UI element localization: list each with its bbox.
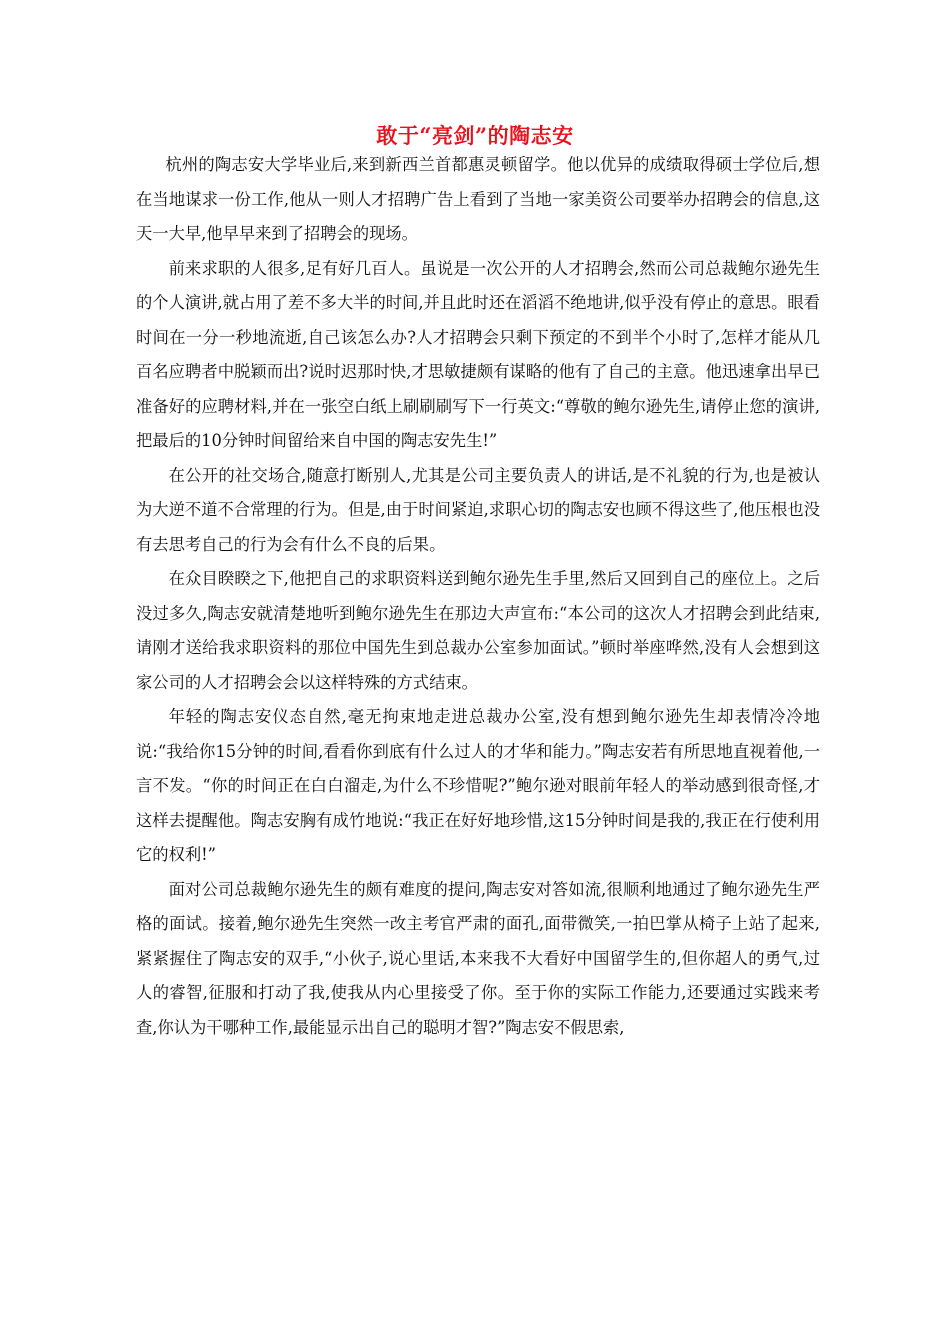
paragraph: 在公开的社交场合,随意打断别人,尤其是公司主要负责人的讲话,是不礼貌的行为,也是被认为大逆不道不合常理的行为。但是,由于时间紧迫,求职心切的陶志安也顾不得这些了,他压根也没有去思考自己的行为会有什么不良的后果。 — [136, 465, 820, 554]
paragraph: 面对公司总裁鲍尔逊先生的颇有难度的提问,陶志安对答如流,很顺利地通过了鲍尔逊先生严格的面试。接着,鲍尔逊先生突然一改主考官严肃的面孔,面带微笑,一拍巴掌从椅子上站了起来,紧紧握住了陶志安的双手,“小伙子,说心里话,本来我不大看好中国留学生的,但你超人的勇气,过人的睿智,征服和打动了我,使我从内心里接受了你。至于你的实际工作能力,还要通过实践来考查,你认为干哪种工作,最能显示出自己的聪明才智?”陶志安不假思索, — [136, 879, 820, 1037]
paragraph: 在众目睽睽之下,他把自己的求职资料送到鲍尔逊先生手里,然后又回到自己的座位上。之后没过多久,陶志安就清楚地听到鲍尔逊先生在那边大声宣布:“本公司的这次人才招聘会到此结束,请刚才送给我求职资料的那位中国先生到总裁办公室参加面试。”顿时举座哗然,没有人会想到这家公司的人才招聘会会以这样特殊的方式结束。 — [136, 569, 820, 692]
document-title: 敢于“亮剑”的陶志安 — [376, 123, 574, 148]
paragraph: 前来求职的人很多,足有好几百人。虽说是一次公开的人才招聘会,然而公司总裁鲍尔逊先生的个人演讲,就占用了差不多大半的时间,并且此时还在滔滔不绝地讲,似乎没有停止的意思。眼看时间在一分一秒地流逝,自己该怎么办?人才招聘会只剩下预定的不到半个小时了,怎样才能从几百名应聘者中脱颖而出?说时迟那时快,才思敏捷颇有谋略的他有了自己的主意。他迅速拿出早已准备好的应聘材料,并在一张空白纸上刷刷刷写下一行英文:“尊敬的鲍尔逊先生,请停止您的演讲,把最后的10分钟时间留给来自中国的陶志安先生!” — [136, 258, 820, 450]
paragraph: 杭州的陶志安大学毕业后,来到新西兰首都惠灵顿留学。他以优异的成绩取得硕士学位后,想在当地谋求一份工作,他从一则人才招聘广告上看到了当地一家美资公司要举办招聘会的信息,这天一大早,他早早来到了招聘会的现场。 — [136, 155, 820, 243]
paragraph: 年轻的陶志安仪态自然,毫无拘束地走进总裁办公室,没有想到鲍尔逊先生却表情冷冷地说:“我给你15分钟的时间,看看你到底有什么过人的才华和能力。”陶志安若有所思地直视着他,一言不发。“你的时间正在白白溜走,为什么不珍惜呢?”鲍尔逊对眼前年轻人的举动感到很奇怪,才这样去提醒他。陶志安胸有成竹地说:“我正在好好地珍惜,这15分钟时间是我的,我正在行使利用它的权利!” — [136, 707, 820, 864]
document-body — [136, 148, 820, 1045]
